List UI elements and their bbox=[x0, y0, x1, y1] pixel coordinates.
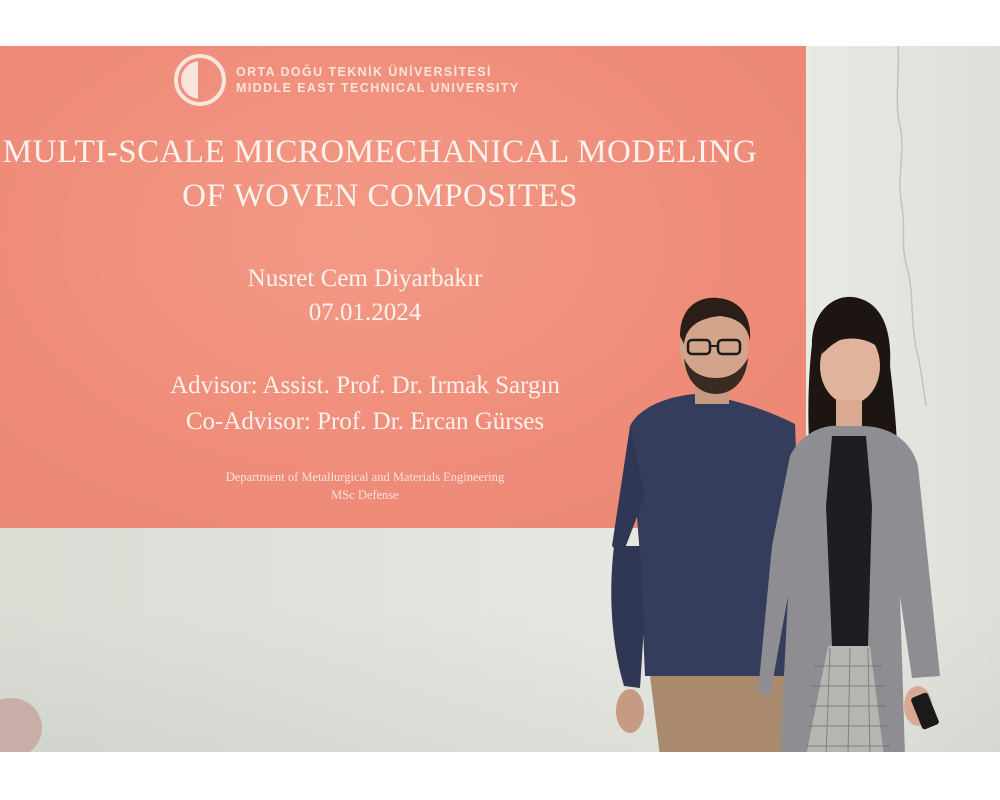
university-logo-icon bbox=[172, 52, 228, 108]
advisor-block bbox=[60, 368, 670, 440]
department-name: Department of Metallurgical and Materials Engineering bbox=[225, 470, 505, 484]
department-block bbox=[60, 468, 670, 504]
university-header bbox=[172, 52, 519, 108]
photo bbox=[0, 46, 1000, 752]
thesis-title-line1: MULTI-SCALE MICROMECHANICAL MODELING bbox=[2, 134, 758, 170]
university-name bbox=[236, 64, 519, 96]
university-name-tr: ORTA DOĞU TEKNİK ÜNİVERSİTESİ bbox=[236, 65, 492, 79]
woman-figure bbox=[758, 297, 940, 752]
author-block bbox=[60, 262, 670, 330]
advisor: Advisor: Assist. Prof. Dr. Irmak Sargın bbox=[170, 372, 560, 399]
people-group bbox=[600, 296, 960, 752]
defense-type: MSc Defense bbox=[331, 488, 399, 502]
defense-date: 07.01.2024 bbox=[308, 299, 422, 326]
co-advisor: Co-Advisor: Prof. Dr. Ercan Gürses bbox=[185, 408, 545, 435]
university-name-en: MIDDLE EAST TECHNICAL UNIVERSITY bbox=[236, 81, 520, 95]
thesis-title-line2: OF WOVEN COMPOSITES bbox=[182, 178, 578, 214]
thesis-title bbox=[0, 130, 760, 218]
author-name: Nusret Cem Diyarbakır bbox=[247, 265, 483, 292]
